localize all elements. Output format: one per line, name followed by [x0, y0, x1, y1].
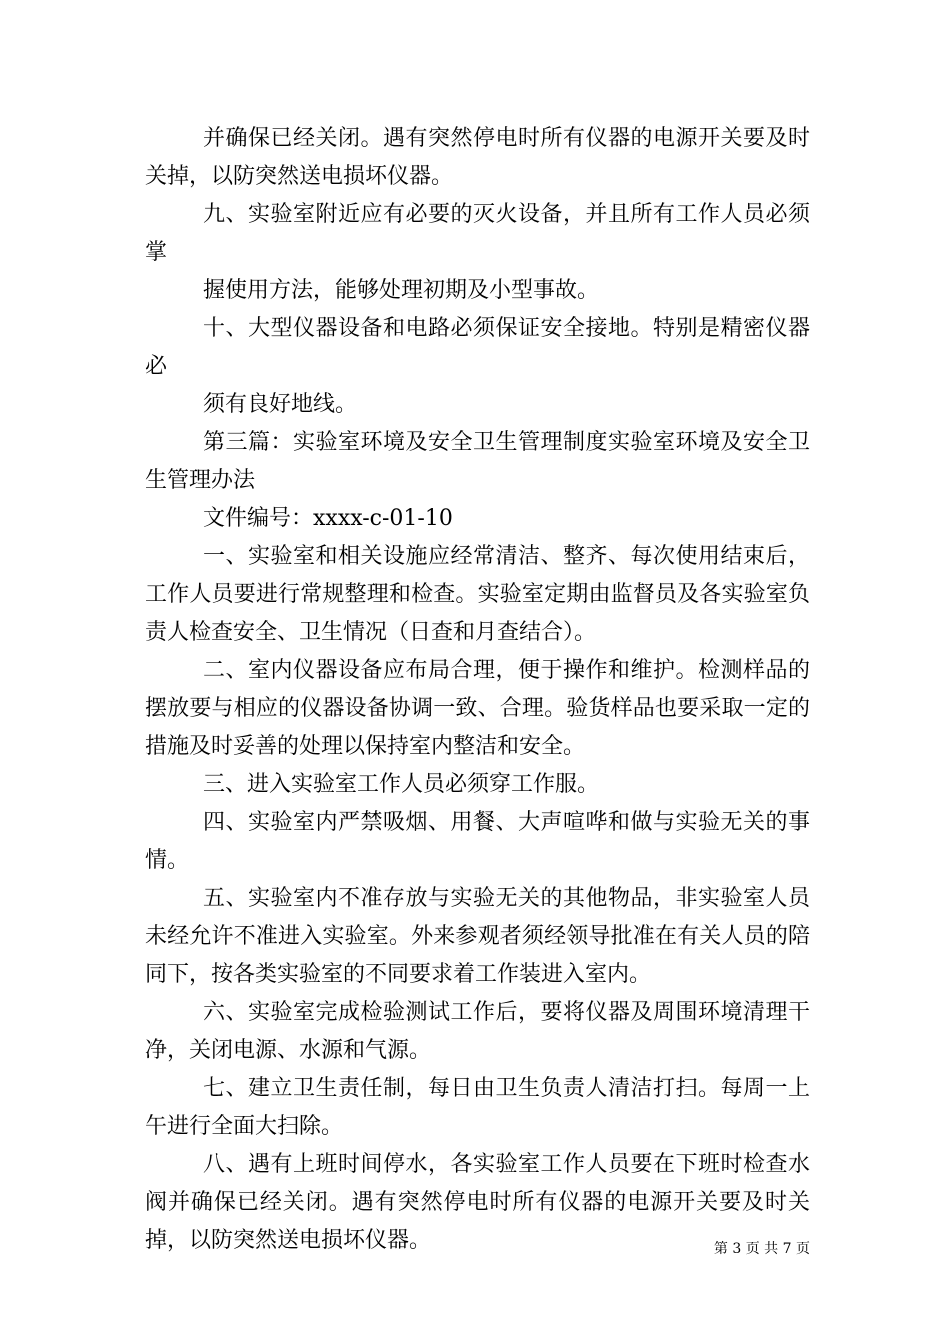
paragraph-item-10-continued: 须有良好地线。: [203, 392, 358, 417]
rule-1: 一、实验室和相关设施应经常清洁、整齐、每次使用结束后，工作人员要进行常规整理和检查。实验室定期由监督员及各实验室负责人检查安全、卫生情况（日查和月查结合）。: [145, 544, 810, 645]
rule-6: 六、实验室完成检验测试工作后，要将仪器及周围环境清理干净，关闭电源、水源和气源。: [145, 1000, 810, 1063]
paragraph-item-10: 十、大型仪器设备和电路必须保证安全接地。特别是精密仪器必: [145, 316, 810, 379]
rule-8: 八、遇有上班时间停水，各实验室工作人员要在下班时检查水阀并确保已经关闭。遇有突然停电时所有仪器的电源开关要及时关掉，以防突然送电损坏仪器。: [145, 1152, 810, 1253]
page-number: 第 3 页 共 7 页: [713, 1241, 810, 1257]
rule-2: 二、室内仪器设备应布局合理，便于操作和维护。检测样品的摆放要与相应的仪器设备协调一致、合理。验货样品也要采取一定的措施及时妥善的处理以保持室内整洁和安全。: [145, 658, 810, 759]
rule-7: 七、建立卫生责任制，每日由卫生负责人清洁打扫。每周一上午进行全面大扫除。: [145, 1076, 810, 1139]
rule-3: 三、进入实验室工作人员必须穿工作服。: [203, 772, 600, 797]
document-body: [145, 120, 810, 1260]
paragraph-item-9: 九、实验室附近应有必要的灭火设备，并且所有工作人员必须掌: [145, 202, 810, 265]
paragraph-continuation: 并确保已经关闭。遇有突然停电时所有仪器的电源开关要及时关掉，以防突然送电损坏仪器。: [145, 126, 810, 189]
rule-5: 五、实验室内不准存放与实验无关的其他物品，非实验室人员未经允许不准进入实验室。外来参观者须经领导批准在有关人员的陪同下，按各类实验室的不同要求着工作装进入室内。: [145, 886, 810, 987]
file-number: 文件编号：xxxx-c-01-10: [203, 506, 453, 531]
section-heading: 第三篇：实验室环境及安全卫生管理制度实验室环境及安全卫生管理办法: [145, 430, 810, 493]
paragraph-item-9-continued: 握使用方法，能够处理初期及小型事故。: [203, 278, 600, 303]
rule-4: 四、实验室内严禁吸烟、用餐、大声喧哗和做与实验无关的事情。: [145, 810, 810, 873]
